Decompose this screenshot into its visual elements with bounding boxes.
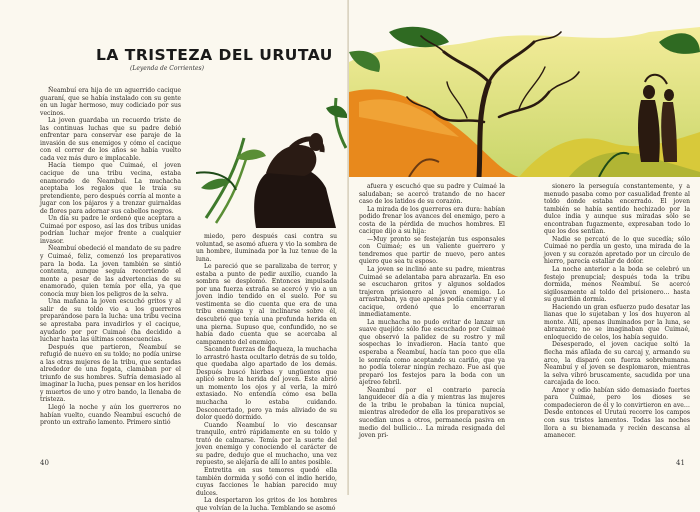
paragraph: —Muy pronto se festejarán tus esponsales con Cuimaé; es un valiente guerrero y tendremos que partir de nuevo, pero antes quiero que sea tu esposo. — [359, 235, 505, 266]
paragraph: Llegó la noche y aún los guerreros no habían vuelto, cuando Ñeambuí escuchó de pronto un extraño lamento. Primero sintió — [40, 403, 181, 427]
paragraph: Ñeambuí era hija de un aguerrido cacique guaraní, que se había instalado con su gente en un lugar hermoso, muy codiciado por sus vecinos. — [40, 87, 181, 117]
page-number-left: 40 — [40, 459, 49, 467]
text-column-2 — [196, 233, 337, 512]
paragraph: Amor y odio habían sido demasiado fuertes para Cuimaé, pero los dioses se compadecieron de él y lo convirtieron en ave… Desde entonces el Urutaú recorre los campos con sus tristes lamentos. Todas las noches llora a su bienamada y recién descansa al amanecer. — [544, 386, 690, 440]
paragraph: Le pareció que se paralizaba de terror, y estaba a punto de pedir auxilio, cuando la sombra se desplomó. Entonces impulsada por una fuerza extraña se acercó y vio a un joven indio tendido en el suelo. Por su vestimenta se dio cuenta que era de una tribu enemiga y al inclinarse sobre él, descubrió que tenía una profunda herida en una pierna. Supuso que, confundido, no se había dado cuenta que se acercaba al campamento del enemigo. — [196, 263, 337, 346]
paragraph: Una mañana la joven escuchó gritos y al salir de su toldo vio a los guerreros preparándose para la lucha: una tribu vecina se aprestaba para invadirlos y el cacique, ayudado por por Cuimaé (ha decidido a luchar hasta las últimas consecuencias. — [40, 298, 181, 344]
left-page — [0, 0, 349, 512]
paragraph: Cuando Ñeambuí lo vio descansar tranquilo, entró rápidamente en su toldo y trató de calmarse. Temía por la suerte del joven enemigo y conociendo el carácter de su padre, dedujo que el muchacho, una vez repuesto, se alejaría de allí lo antes posible. — [196, 421, 337, 467]
paragraph: Ñeambuí por el contrario parecía languidecer día a día y mientras las mujeres de la tribu le probaban la túnica nupcial, mientras alrededor de ella los preparativos se sucedían unos a otros, permanecía pasiva en medio del bullicio… La mirada resignada del joven pri- — [359, 386, 505, 440]
text-column-1 — [40, 87, 181, 427]
paragraph: La despertaron los gritos de los hombres que volvían de la lucha. Temblando se asomó — [196, 497, 337, 512]
illustration-crouching-figure — [196, 78, 349, 228]
paragraph: La mirada de los guerreros era dura: habían podido frenar los avances del enemigo, pero a costa de la pérdida de muchos hombres. El cacique dijo a su hija: — [359, 205, 505, 236]
paragraph: Nadie se percató de lo que sucedía; sólo Cuimaé no perdía un gesto, una mirada de la joven y su corazón apretado por un círculo de hierro, parecía estallar de dolor. — [544, 235, 690, 266]
right-page — [349, 0, 700, 495]
paragraph: Desesperado, el joven cacique soltó la flecha más afilada de su carcaj y, armando su arco, la disparó con fuerza sobrehumana. Ñeambuí y el joven se desplomaron, mientras la selva vibró bruscamente, sacudida por una carcajada de loco. — [544, 341, 690, 387]
paragraph: Sacando fuerzas de flaqueza, la muchacha lo arrastró hasta ocultarlo detrás de su toldo, que quedaba algo apartado de los demás. Después buscó hierbas y ungüentos que aplicó sobre la herida del joven. Este abrió un momento los ojos y al verla, la miró extasiado. No entendía cómo esa bella muchacha lo estaba cuidando. Desconcertado, pero ya más aliviado de su dolor quedó dormido. — [196, 346, 337, 422]
paragraph: La muchacha no pudo evitar de lanzar un suave quejido: sólo fue escuchado por Cuimaé que observó la palidez de su rostro y mil sospechas lo invadieron. Hacía tanto que esperaba a Ñeambuí, hacía tan poco que ella le sonreía como aceptando su cariño, que ya no podía tolerar ningún rechazo. Fue así que preparó los festejos para la boda con un ajetreo febril. — [359, 318, 505, 387]
paragraph: La joven guardaba un recuerdo triste de las continuas luchas que su padre debió enfrentar para conservar ese paraje de la invasión de sus enemigos y cómo el cacique con el correr de los años se había vuelto cada vez más duro e implacable. — [40, 117, 181, 162]
paragraph: Un día su padre le ordenó que aceptara a Cuimaé por esposo, así las dos tribus unidas podrían luchar mejor frente a cualquier invasor. — [40, 215, 181, 245]
text-column-3 — [359, 183, 505, 440]
paragraph: miedo, pero después casi contra su voluntad, se asomó afuera y vio la sombra de un hombre, iluminada por la luz tenue de la luna. — [196, 233, 337, 263]
paragraph: Después que partieron, Ñeambuí se refugió de nuevo en su toldo; no podía unirse a las otras mujeres de la tribu, que sentadas alrededor de una fogata, clamaban por el triunfo de sus hombres. Sufría demasiado al imaginar la lucha, pues pensar en los heridos y muertos de uno y otro bando, la llenaba de tristeza. — [40, 343, 181, 404]
paragraph: Hacía tiempo que Cuimaé, el joven cacique de una tribu vecina, estaba enamorado de Ñeambuí. La muchacha aceptaba los regalos que le traía su pretendiente, pero después corría al monte a jugar con los pájaros y a trenzar guirnaldas de flores para adornar sus cabellos negros. — [40, 162, 181, 215]
text-column-4 — [544, 183, 690, 440]
story-subtitle: (Leyenda de Corrientes) — [130, 65, 204, 72]
paragraph: Haciendo un gran esfuerzo pudo desatar las lianas que lo sujetaban y los dos huyeron al monte. Allí, apenas iluminados por la luna, se abrazaron; no se imaginaban que Cuimaé, enloquecido de celos, los había seguido. — [544, 303, 690, 341]
paragraph: La noche anterior a la boda se celebró un festejo prenupcial; después toda la tribu dormida, menos Ñeambuí. Se acercó sigilosamente al toldo del prisionero… hasta su guardián dormía. — [544, 266, 690, 304]
paragraph: sionero la perseguía constantemente, y a menudo pasaba como por casualidad frente al toldo donde estaba encerrado. El joven también se había sentido hechizado por la dulce india y aunque sus miradas sólo se encontraban fugazmente, expresaban todo lo que los dos sentían. — [544, 183, 690, 236]
paragraph: Entretita en sus temores quedó ella también dormida y soñó con el indio herido, cuyas facciones le habían parecido muy dulces. — [196, 466, 337, 497]
illustration-jungle-scene — [349, 22, 700, 177]
paragraph: La joven se inclinó ante su padre, mientras Cuimaé se adelantaba para abrazarla. En eso se escucharon gritos y algunos soldados trajeron prisionero al joven enemigo. Lo arrastraban, ya que apenas podía caminar y el cacique, ordenó que lo encerraran inmediatamente. — [359, 266, 505, 319]
page-number-right: 41 — [676, 459, 685, 467]
story-title: LA TRISTEZA DEL URUTAU — [96, 46, 333, 64]
paragraph: afuera y escuchó que su padre y Cuimaé la saludaban; se acercó tratando de no hacer caso de los latidos de su corazón. — [359, 183, 505, 206]
paragraph: Ñeambuí obedeció el mandato de su padre y Cuimaé, feliz, comenzó los preparativos para la boda. La joven también se sintió contenta, aunque seguía recorriendo el monte a pesar de las advertencias de su enamorado, quien temía por ella, ya que conocía muy bien los peligros de la selva. — [40, 245, 181, 298]
